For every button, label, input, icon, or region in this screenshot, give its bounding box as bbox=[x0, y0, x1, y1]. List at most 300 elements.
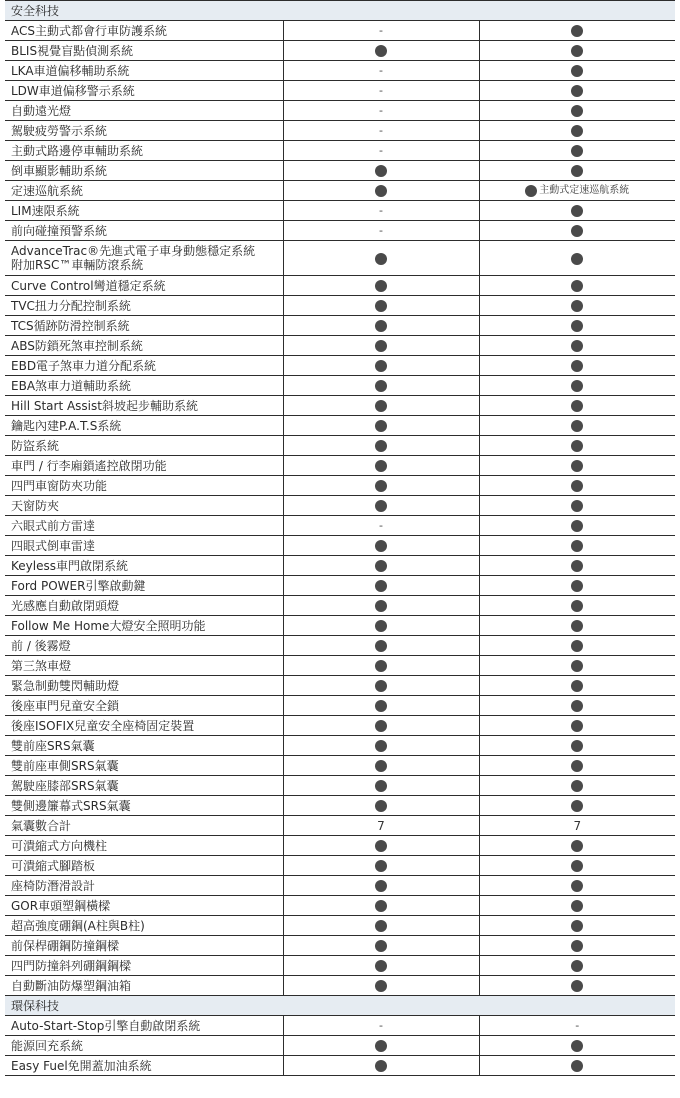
table-row bbox=[5, 1056, 675, 1076]
feature-value-cell bbox=[283, 916, 479, 936]
standard-dot-icon bbox=[525, 185, 537, 197]
feature-count: 7 bbox=[573, 818, 582, 833]
standard-dot-icon bbox=[375, 460, 387, 472]
feature-value-cell bbox=[479, 516, 675, 536]
feature-value-cell bbox=[283, 516, 479, 536]
feature-label-text: 可潰縮式方向機柱 bbox=[11, 838, 108, 853]
feature-value-cell bbox=[283, 316, 479, 336]
standard-dot-icon bbox=[375, 900, 387, 912]
table-row bbox=[5, 476, 675, 496]
feature-value-cell bbox=[283, 1056, 479, 1076]
feature-value-cell bbox=[479, 976, 675, 996]
feature-value-cell bbox=[479, 956, 675, 976]
feature-label-text: 自動遠光燈 bbox=[11, 103, 72, 118]
table-row bbox=[5, 496, 675, 516]
feature-label bbox=[5, 976, 283, 996]
feature-value-cell bbox=[479, 796, 675, 816]
standard-dot-icon bbox=[571, 920, 583, 932]
feature-label bbox=[5, 496, 283, 516]
feature-label-text: 後座車門兒童安全鎖 bbox=[11, 698, 120, 713]
feature-label bbox=[5, 616, 283, 636]
standard-dot-icon bbox=[571, 520, 583, 532]
table-row bbox=[5, 416, 675, 436]
feature-value-cell bbox=[283, 476, 479, 496]
not-available-dash: - bbox=[379, 1019, 383, 1032]
feature-label bbox=[5, 816, 283, 836]
feature-label-text: Curve Control彎道穩定系統 bbox=[11, 278, 166, 293]
feature-value-cell bbox=[283, 856, 479, 876]
feature-label bbox=[5, 81, 283, 101]
table-row bbox=[5, 516, 675, 536]
table-row bbox=[5, 436, 675, 456]
feature-value-cell bbox=[479, 181, 675, 201]
feature-value-cell bbox=[479, 596, 675, 616]
table-row bbox=[5, 816, 675, 836]
standard-dot-icon bbox=[571, 25, 583, 37]
feature-value-cell bbox=[479, 316, 675, 336]
standard-dot-icon bbox=[375, 680, 387, 692]
table-row bbox=[5, 456, 675, 476]
feature-label-text: 氣囊數合計 bbox=[11, 818, 72, 833]
feature-value-cell bbox=[283, 736, 479, 756]
feature-label-text: 主動式路邊停車輔助系統 bbox=[11, 143, 144, 158]
feature-value-cell bbox=[283, 201, 479, 221]
feature-label-text: 超高強度硼鋼(A柱與B柱) bbox=[11, 918, 145, 933]
standard-dot-icon bbox=[571, 740, 583, 752]
table-row bbox=[5, 81, 675, 101]
standard-dot-icon bbox=[571, 780, 583, 792]
feature-value-cell bbox=[479, 816, 675, 836]
feature-label bbox=[5, 456, 283, 476]
feature-label-text: Follow Me Home大燈安全照明功能 bbox=[11, 618, 206, 633]
feature-label bbox=[5, 716, 283, 736]
table-row bbox=[5, 316, 675, 336]
feature-value-cell bbox=[479, 636, 675, 656]
not-available-dash: - bbox=[575, 1019, 580, 1032]
feature-label bbox=[5, 276, 283, 296]
table-row bbox=[5, 161, 675, 181]
not-available-dash: - bbox=[379, 224, 383, 237]
feature-value-cell bbox=[283, 876, 479, 896]
feature-value-cell bbox=[283, 276, 479, 296]
standard-dot-icon bbox=[571, 640, 583, 652]
feature-label bbox=[5, 696, 283, 716]
table-row bbox=[5, 141, 675, 161]
feature-value-cell bbox=[283, 81, 479, 101]
feature-value-cell bbox=[479, 1036, 675, 1056]
feature-value-cell bbox=[283, 336, 479, 356]
standard-dot-icon bbox=[571, 1060, 583, 1072]
standard-dot-icon bbox=[375, 760, 387, 772]
feature-label-text: 第三煞車燈 bbox=[11, 658, 72, 673]
standard-dot-icon bbox=[375, 45, 387, 57]
table-row bbox=[5, 221, 675, 241]
standard-dot-icon bbox=[571, 165, 583, 177]
section-header-row bbox=[5, 996, 675, 1016]
table-row bbox=[5, 856, 675, 876]
feature-value-cell bbox=[479, 276, 675, 296]
feature-label bbox=[5, 876, 283, 896]
feature-value-cell bbox=[283, 616, 479, 636]
table-row bbox=[5, 576, 675, 596]
feature-label bbox=[5, 536, 283, 556]
standard-dot-icon bbox=[571, 940, 583, 952]
table-row bbox=[5, 896, 675, 916]
feature-label bbox=[5, 656, 283, 676]
standard-dot-icon bbox=[375, 860, 387, 872]
feature-value-cell bbox=[479, 1056, 675, 1076]
standard-dot-icon bbox=[571, 440, 583, 452]
not-available-dash: - bbox=[379, 144, 383, 157]
feature-label-text: 座椅防潛滑設計 bbox=[11, 878, 96, 893]
feature-label-text: 前 / 後霧燈 bbox=[11, 638, 71, 653]
feature-label-text: 六眼式前方雷達 bbox=[11, 518, 96, 533]
standard-dot-icon bbox=[571, 540, 583, 552]
feature-value-cell bbox=[283, 656, 479, 676]
standard-dot-icon bbox=[571, 45, 583, 57]
feature-value-cell bbox=[283, 241, 479, 276]
feature-label bbox=[5, 796, 283, 816]
standard-dot-icon bbox=[571, 680, 583, 692]
feature-value-cell bbox=[283, 181, 479, 201]
standard-dot-icon bbox=[571, 280, 583, 292]
feature-label-text: LKA車道偏移輔助系統 bbox=[11, 63, 130, 78]
feature-value-cell bbox=[283, 756, 479, 776]
feature-label-text: 可潰縮式腳踏板 bbox=[11, 858, 96, 873]
feature-value-cell bbox=[283, 496, 479, 516]
feature-label bbox=[5, 296, 283, 316]
feature-value-cell bbox=[479, 856, 675, 876]
feature-value-cell bbox=[479, 141, 675, 161]
feature-value-cell bbox=[479, 616, 675, 636]
feature-value-cell bbox=[479, 936, 675, 956]
feature-value-cell bbox=[283, 456, 479, 476]
feature-label bbox=[5, 1056, 283, 1076]
feature-label-text: GOR車頭塑鋼橫樑 bbox=[11, 898, 111, 913]
table-row bbox=[5, 956, 675, 976]
feature-value-cell bbox=[283, 41, 479, 61]
feature-value-cell bbox=[479, 121, 675, 141]
feature-label bbox=[5, 336, 283, 356]
feature-value-cell bbox=[479, 221, 675, 241]
feature-value-cell bbox=[479, 436, 675, 456]
feature-value-cell bbox=[479, 656, 675, 676]
feature-value-cell bbox=[479, 556, 675, 576]
feature-label-text: 雙前座SRS氣囊 bbox=[11, 738, 95, 753]
feature-value-cell bbox=[479, 696, 675, 716]
standard-dot-icon bbox=[571, 460, 583, 472]
standard-dot-icon bbox=[375, 380, 387, 392]
feature-label bbox=[5, 221, 283, 241]
feature-value-cell bbox=[479, 576, 675, 596]
feature-label bbox=[5, 241, 283, 276]
feature-label-text: Auto-Start-Stop引擎自動啟閉系統 bbox=[11, 1018, 201, 1033]
standard-dot-icon bbox=[571, 620, 583, 632]
feature-label bbox=[5, 376, 283, 396]
feature-label bbox=[5, 41, 283, 61]
table-row bbox=[5, 356, 675, 376]
standard-dot-icon bbox=[375, 600, 387, 612]
standard-dot-icon bbox=[571, 960, 583, 972]
feature-label bbox=[5, 1036, 283, 1056]
table-row bbox=[5, 1036, 675, 1056]
feature-value-cell bbox=[283, 396, 479, 416]
standard-dot-icon bbox=[375, 700, 387, 712]
feature-value-cell bbox=[283, 596, 479, 616]
table-row bbox=[5, 41, 675, 61]
standard-dot-icon bbox=[375, 880, 387, 892]
table-row bbox=[5, 676, 675, 696]
feature-label-text: Hill Start Assist斜坡起步輔助系統 bbox=[11, 398, 198, 413]
standard-dot-icon bbox=[571, 225, 583, 237]
feature-value-cell bbox=[479, 476, 675, 496]
feature-label bbox=[5, 596, 283, 616]
standard-dot-icon bbox=[375, 185, 387, 197]
feature-label bbox=[5, 676, 283, 696]
standard-dot-icon bbox=[571, 480, 583, 492]
feature-label-text: 駕駛疲勞警示系統 bbox=[11, 123, 108, 138]
feature-value-cell bbox=[283, 536, 479, 556]
feature-label bbox=[5, 201, 283, 221]
standard-dot-icon bbox=[375, 540, 387, 552]
not-available-dash: - bbox=[379, 124, 383, 137]
feature-value-cell bbox=[283, 936, 479, 956]
standard-dot-icon bbox=[375, 1040, 387, 1052]
feature-value-cell bbox=[479, 161, 675, 181]
feature-label bbox=[5, 756, 283, 776]
feature-label bbox=[5, 936, 283, 956]
feature-value-cell bbox=[479, 736, 675, 756]
feature-value-cell bbox=[479, 21, 675, 41]
table-row bbox=[5, 536, 675, 556]
feature-label-text: EBD電子煞車力道分配系統 bbox=[11, 358, 157, 373]
feature-label-text: 定速巡航系統 bbox=[11, 183, 84, 198]
standard-dot-icon bbox=[375, 340, 387, 352]
not-available-dash: - bbox=[379, 84, 383, 97]
table-row bbox=[5, 656, 675, 676]
spec-table-body bbox=[5, 1, 675, 1076]
standard-dot-icon bbox=[375, 360, 387, 372]
feature-value-cell bbox=[479, 101, 675, 121]
standard-dot-icon bbox=[571, 300, 583, 312]
table-row bbox=[5, 736, 675, 756]
feature-label-text: 車門 / 行李廂鎖遙控啟閉功能 bbox=[11, 458, 167, 473]
feature-value-cell bbox=[283, 296, 479, 316]
feature-value-cell bbox=[283, 121, 479, 141]
feature-value-cell bbox=[283, 1036, 479, 1056]
standard-dot-icon bbox=[571, 660, 583, 672]
feature-label bbox=[5, 956, 283, 976]
standard-dot-icon bbox=[571, 360, 583, 372]
standard-dot-icon bbox=[375, 640, 387, 652]
table-row bbox=[5, 716, 675, 736]
standard-dot-icon bbox=[571, 880, 583, 892]
feature-value-cell bbox=[283, 556, 479, 576]
feature-value-cell bbox=[283, 696, 479, 716]
feature-label-text: 緊急制動雙閃輔助燈 bbox=[11, 678, 120, 693]
feature-label bbox=[5, 356, 283, 376]
standard-dot-icon bbox=[375, 300, 387, 312]
feature-label bbox=[5, 121, 283, 141]
feature-label bbox=[5, 836, 283, 856]
standard-dot-icon bbox=[571, 600, 583, 612]
standard-dot-icon bbox=[571, 500, 583, 512]
table-row bbox=[5, 636, 675, 656]
feature-count: 7 bbox=[377, 818, 385, 833]
table-row bbox=[5, 376, 675, 396]
not-available-dash: - bbox=[379, 104, 383, 117]
standard-dot-icon bbox=[375, 253, 387, 265]
standard-dot-icon bbox=[375, 400, 387, 412]
feature-value-cell bbox=[283, 61, 479, 81]
feature-value-cell bbox=[479, 201, 675, 221]
table-row bbox=[5, 976, 675, 996]
feature-value-cell bbox=[283, 796, 479, 816]
feature-label bbox=[5, 896, 283, 916]
feature-value-cell bbox=[283, 896, 479, 916]
feature-value-cell bbox=[283, 376, 479, 396]
standard-dot-icon bbox=[375, 1060, 387, 1072]
standard-dot-icon bbox=[571, 900, 583, 912]
feature-value-cell bbox=[479, 776, 675, 796]
table-row bbox=[5, 916, 675, 936]
standard-dot-icon bbox=[375, 480, 387, 492]
feature-value-cell bbox=[283, 636, 479, 656]
feature-value-cell bbox=[479, 416, 675, 436]
feature-label bbox=[5, 1016, 283, 1036]
standard-dot-icon bbox=[375, 320, 387, 332]
feature-label-text: BLIS視覺盲點偵測系統 bbox=[11, 43, 134, 58]
feature-label bbox=[5, 736, 283, 756]
feature-value-cell bbox=[283, 161, 479, 181]
feature-label bbox=[5, 416, 283, 436]
not-available-dash: - bbox=[379, 519, 383, 532]
feature-value-cell bbox=[479, 876, 675, 896]
feature-label-text: LDW車道偏移警示系統 bbox=[11, 83, 135, 98]
table-row bbox=[5, 336, 675, 356]
feature-value-cell bbox=[283, 21, 479, 41]
feature-value-cell bbox=[479, 396, 675, 416]
feature-label-text: Easy Fuel免開蓋加油系統 bbox=[11, 1058, 152, 1073]
table-row bbox=[5, 696, 675, 716]
feature-value-cell bbox=[479, 356, 675, 376]
feature-label bbox=[5, 181, 283, 201]
standard-dot-icon bbox=[375, 800, 387, 812]
standard-dot-icon bbox=[375, 440, 387, 452]
feature-label-text: 四門車窗防夾功能 bbox=[11, 478, 108, 493]
table-row bbox=[5, 21, 675, 41]
feature-value-cell bbox=[479, 916, 675, 936]
feature-label bbox=[5, 316, 283, 336]
feature-label bbox=[5, 161, 283, 181]
feature-value-cell bbox=[283, 716, 479, 736]
feature-label-text: 倒車顯影輔助系統 bbox=[11, 163, 108, 178]
standard-dot-icon bbox=[571, 720, 583, 732]
standard-dot-icon bbox=[571, 400, 583, 412]
feature-value-cell bbox=[479, 1016, 675, 1036]
feature-value-cell bbox=[283, 816, 479, 836]
standard-dot-icon bbox=[571, 860, 583, 872]
feature-value-cell bbox=[283, 1016, 479, 1036]
standard-dot-icon bbox=[571, 580, 583, 592]
feature-label bbox=[5, 141, 283, 161]
standard-dot-icon bbox=[571, 420, 583, 432]
table-row bbox=[5, 61, 675, 81]
standard-dot-icon bbox=[375, 980, 387, 992]
feature-value-cell bbox=[283, 576, 479, 596]
feature-note: 主動式定速巡航系統 bbox=[539, 184, 630, 196]
feature-value-cell bbox=[479, 376, 675, 396]
table-row bbox=[5, 936, 675, 956]
standard-dot-icon bbox=[571, 340, 583, 352]
feature-label bbox=[5, 556, 283, 576]
spec-table bbox=[5, 0, 675, 1076]
table-row bbox=[5, 556, 675, 576]
feature-label-text: 前保桿硼鋼防撞鋼樑 bbox=[11, 938, 120, 953]
feature-label bbox=[5, 436, 283, 456]
feature-value-cell bbox=[479, 676, 675, 696]
standard-dot-icon bbox=[375, 560, 387, 572]
feature-label-text: 自動斷油防爆塑鋼油箱 bbox=[11, 978, 132, 993]
feature-label bbox=[5, 776, 283, 796]
feature-label bbox=[5, 636, 283, 656]
table-row bbox=[5, 876, 675, 896]
standard-dot-icon bbox=[375, 720, 387, 732]
feature-label-text: TCS循跡防滑控制系統 bbox=[11, 318, 130, 333]
table-row bbox=[5, 396, 675, 416]
standard-dot-icon bbox=[571, 253, 583, 265]
not-available-dash: - bbox=[379, 64, 383, 77]
feature-value-cell bbox=[283, 141, 479, 161]
section-header-row bbox=[5, 1, 675, 21]
not-available-dash: - bbox=[379, 204, 383, 217]
feature-value-cell bbox=[479, 896, 675, 916]
standard-dot-icon bbox=[375, 780, 387, 792]
feature-value-cell bbox=[479, 41, 675, 61]
not-available-dash: - bbox=[379, 24, 383, 37]
standard-dot-icon bbox=[571, 700, 583, 712]
standard-dot-icon bbox=[571, 760, 583, 772]
feature-value-cell bbox=[283, 976, 479, 996]
feature-label-text: 防盜系統 bbox=[11, 438, 60, 453]
feature-label-text: ABS防鎖死煞車控制系統 bbox=[11, 338, 143, 353]
table-row bbox=[5, 616, 675, 636]
feature-label bbox=[5, 476, 283, 496]
feature-label bbox=[5, 101, 283, 121]
standard-dot-icon bbox=[375, 500, 387, 512]
table-row bbox=[5, 776, 675, 796]
feature-label-text: 四門防撞斜列硼鋼鋼樑 bbox=[11, 958, 132, 973]
standard-dot-icon bbox=[571, 205, 583, 217]
feature-label-text: 能源回充系統 bbox=[11, 1038, 84, 1053]
feature-value-cell bbox=[479, 756, 675, 776]
feature-value-cell bbox=[479, 716, 675, 736]
standard-dot-icon bbox=[571, 560, 583, 572]
feature-value-cell bbox=[479, 456, 675, 476]
standard-dot-icon bbox=[571, 65, 583, 77]
feature-label-text: 光感應自動啟閉頭燈 bbox=[11, 598, 120, 613]
feature-value-cell bbox=[283, 836, 479, 856]
feature-label-text: Ford POWER引擎啟動鍵 bbox=[11, 578, 146, 593]
section-title: 環保科技 bbox=[5, 996, 675, 1016]
standard-dot-icon bbox=[375, 940, 387, 952]
feature-label bbox=[5, 396, 283, 416]
table-row bbox=[5, 1016, 675, 1036]
feature-label-text: 鑰匙內建P.A.T.S系統 bbox=[11, 418, 122, 433]
standard-dot-icon bbox=[375, 660, 387, 672]
feature-value-cell bbox=[283, 356, 479, 376]
feature-label bbox=[5, 21, 283, 41]
